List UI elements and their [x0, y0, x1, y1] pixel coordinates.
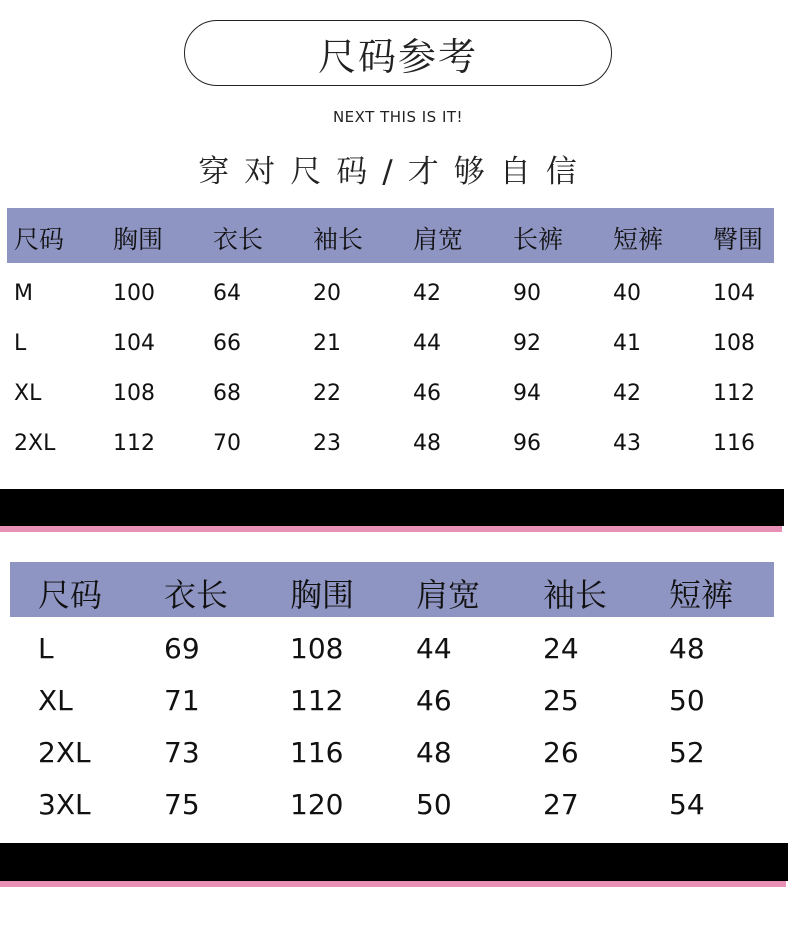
column-header: 长裤 [513, 225, 564, 254]
column-header: 袖长 [543, 576, 608, 614]
column-header: 肩宽 [413, 225, 464, 254]
table-cell: 24 [543, 632, 579, 665]
column-header: 胸围 [290, 576, 355, 614]
table-cell: 90 [513, 281, 541, 306]
table-cell: 48 [416, 736, 452, 769]
table-cell: 116 [713, 431, 755, 456]
divider-pink-2 [0, 881, 786, 887]
table-cell: XL [14, 381, 42, 406]
title-pill [184, 20, 612, 86]
table-cell: 43 [613, 431, 641, 456]
table-cell: 69 [164, 632, 200, 665]
divider-black-1 [0, 489, 784, 526]
table-cell: 3XL [38, 788, 91, 821]
table-cell: 108 [290, 632, 344, 665]
table-cell: 70 [213, 431, 241, 456]
table-cell: 44 [416, 632, 452, 665]
table-cell: L [14, 331, 27, 356]
table-header-band [10, 562, 774, 617]
table-cell: 41 [613, 331, 641, 356]
column-header: 胸围 [113, 225, 164, 254]
column-header: 短裤 [669, 576, 734, 614]
column-header: 衣长 [164, 576, 229, 614]
divider-black-2 [0, 843, 788, 881]
table-cell: 75 [164, 788, 200, 821]
column-header: 衣长 [213, 225, 264, 254]
table-cell: L [38, 632, 54, 665]
table-cell: M [14, 281, 33, 306]
table-cell: 21 [313, 331, 341, 356]
table-cell: 104 [713, 281, 755, 306]
table-cell: 50 [416, 788, 452, 821]
column-header: 肩宽 [416, 576, 481, 614]
table-cell: 96 [513, 431, 541, 456]
table-cell: 48 [413, 431, 441, 456]
divider-pink-1 [0, 526, 782, 532]
table-cell: 48 [669, 632, 705, 665]
column-header: 袖长 [313, 225, 364, 254]
table-cell: 42 [413, 281, 441, 306]
table-cell: 46 [413, 381, 441, 406]
table-cell: XL [38, 684, 73, 717]
table-cell: 20 [313, 281, 341, 306]
table-cell: 2XL [38, 736, 91, 769]
table-cell: 108 [713, 331, 755, 356]
table-cell: 50 [669, 684, 705, 717]
column-header: 尺码 [38, 576, 103, 614]
table-cell: 2XL [14, 431, 56, 456]
column-header: 臀围 [713, 225, 764, 254]
table-cell: 26 [543, 736, 579, 769]
table-cell: 22 [313, 381, 341, 406]
table-cell: 92 [513, 331, 541, 356]
table-cell: 112 [713, 381, 755, 406]
table-cell: 108 [113, 381, 155, 406]
table-cell: 73 [164, 736, 200, 769]
table-cell: 25 [543, 684, 579, 717]
table-cell: 40 [613, 281, 641, 306]
page-title: 尺码参考 [317, 34, 478, 79]
table-cell: 100 [113, 281, 155, 306]
column-header: 尺码 [14, 225, 65, 254]
table-cell: 71 [164, 684, 200, 717]
table-cell: 42 [613, 381, 641, 406]
table-cell: 27 [543, 788, 579, 821]
table-cell: 44 [413, 331, 441, 356]
table-cell: 23 [313, 431, 341, 456]
table-cell: 116 [290, 736, 344, 769]
column-header: 短裤 [613, 225, 664, 254]
table-cell: 104 [113, 331, 155, 356]
table-cell: 112 [113, 431, 155, 456]
table-cell: 68 [213, 381, 241, 406]
table-cell: 112 [290, 684, 344, 717]
table-cell: 46 [416, 684, 452, 717]
table-cell: 94 [513, 381, 541, 406]
table-cell: 66 [213, 331, 241, 356]
table-cell: 120 [290, 788, 344, 821]
subtitle-english: NEXT THIS IS IT! [332, 108, 464, 126]
table-cell: 64 [213, 281, 241, 306]
subtitle-chinese: 穿对尺码/才够自信 [198, 154, 592, 190]
table-cell: 52 [669, 736, 705, 769]
table-cell: 54 [669, 788, 705, 821]
